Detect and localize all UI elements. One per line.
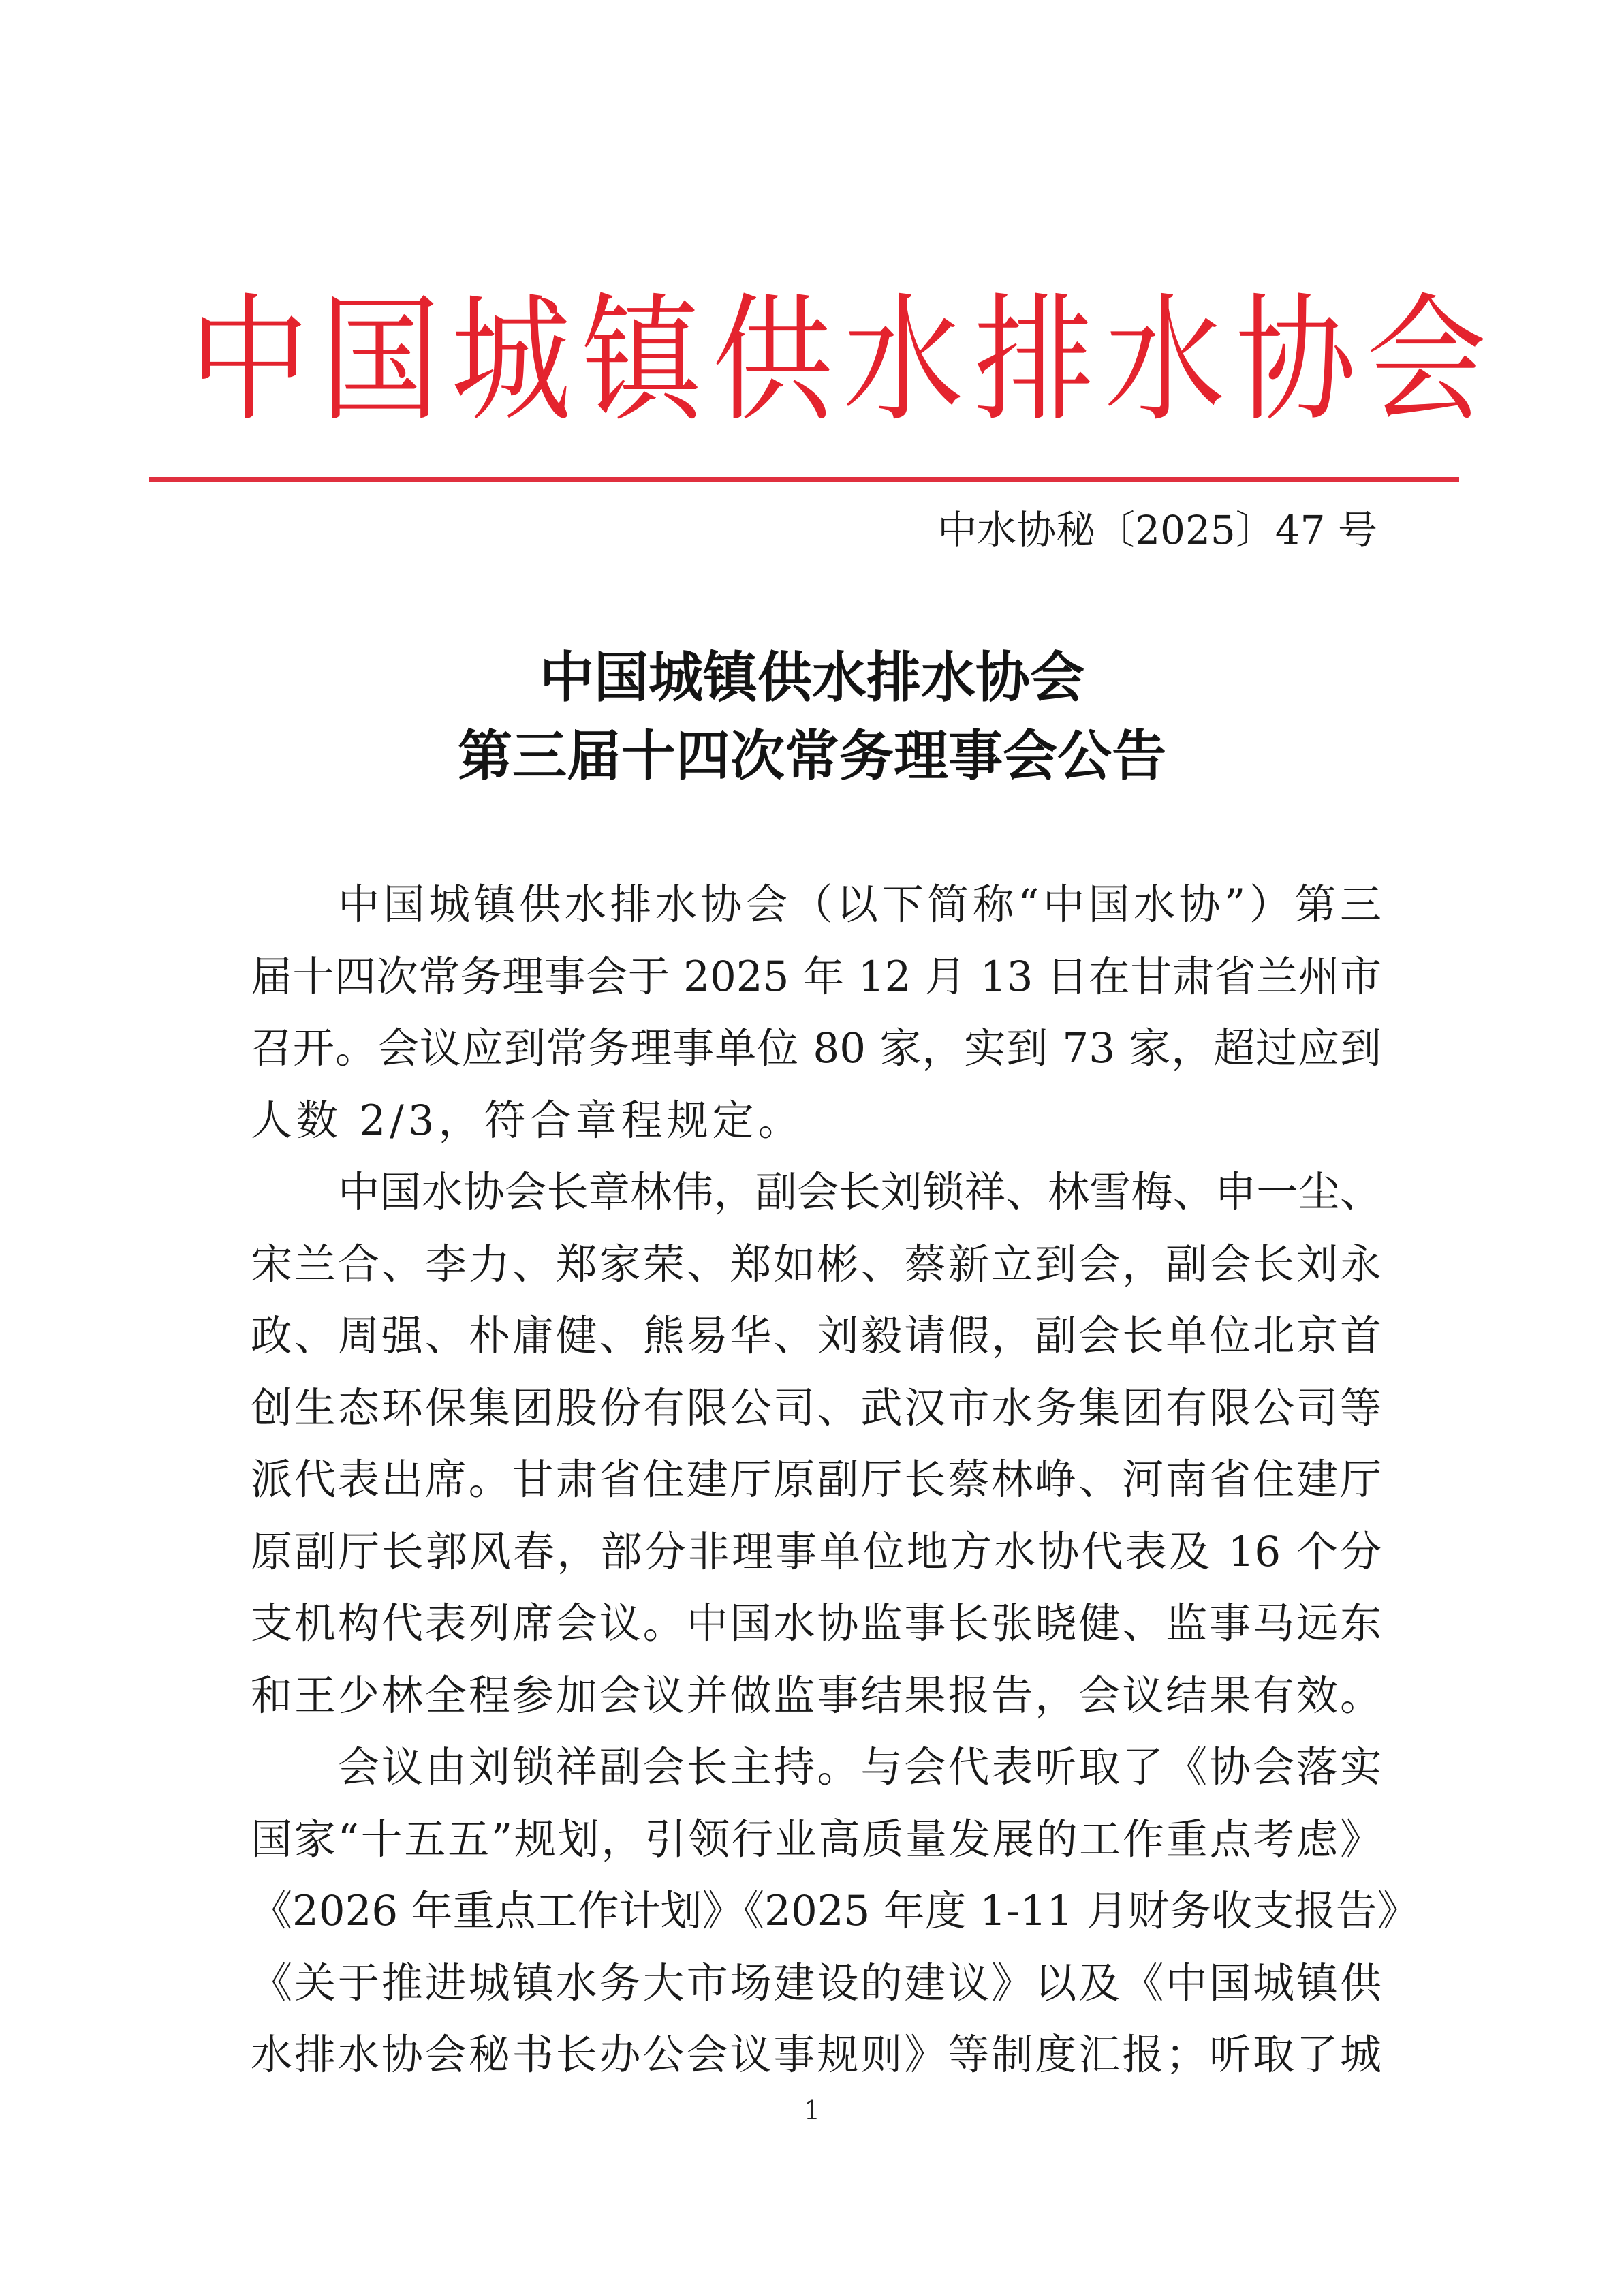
body-line: 政、周强、朴庸健、熊易华、刘毅请假，副会长单位北京首 [251, 1312, 1381, 1360]
body-line: 《关于推进城镇水务大市场建设的建议》以及《中国城镇供 [251, 1958, 1381, 2007]
masthead-char: 协 [1235, 281, 1356, 441]
body-line: 支机构代表列席会议。中国水协监事长张晓健、监事马远东 [251, 1599, 1381, 1648]
masthead-char: 排 [973, 281, 1095, 441]
body-line: 国家“十五五”规划，引领行业高质量发展的工作重点考虑》 [251, 1815, 1381, 1864]
masthead-char: 水 [1104, 281, 1225, 441]
body-paragraph-1 [251, 869, 1381, 1156]
announcement-title-line-1: 中国城镇供水排水协会 [540, 646, 1084, 709]
body-line: 宋兰合、李力、郑家荣、郑如彬、蔡新立到会，副会长刘永 [251, 1239, 1381, 1289]
body-line: 中国城镇供水排水协会（以下简称“中国水协”）第三 [338, 880, 1381, 929]
announcement-title-line-2: 第三届十四次常务理事会公告 [458, 724, 1166, 788]
body-line: 届十四次常务理事会于 2025 年 12 月 13 日在甘肃省兰州市 [251, 952, 1381, 1001]
masthead-char: 水 [843, 281, 964, 441]
masthead-char: 镇 [581, 281, 702, 441]
body-line: 人数 2/3，符合章程规定。 [251, 1096, 804, 1145]
page-number: 1 [803, 2095, 821, 2125]
masthead-char: 城 [450, 281, 572, 441]
body-line: 创生态环保集团股份有限公司、武汉市水务集团有限公司等 [251, 1383, 1381, 1432]
document-number: 中水协秘〔2025〕47 号 [937, 507, 1377, 553]
masthead-char: 中 [189, 281, 310, 441]
body-line: 《2026 年重点工作计划》《2025 年度 1-11 月财务收支报告》 [251, 1887, 1419, 1935]
masthead-char: 会 [1366, 281, 1487, 441]
body-line: 派代表出席。甘肃省住建厅原副厅长蔡林峥、河南省住建厅 [251, 1455, 1381, 1504]
red-divider-rule [149, 477, 1459, 482]
body-line: 中国水协会长章林伟，副会长刘锁祥、林雪梅、申一尘、 [338, 1168, 1381, 1216]
masthead-org-name [184, 279, 1487, 443]
body-paragraph-2 [251, 1156, 1381, 1731]
body-line: 召开。会议应到常务理事单位 80 家，实到 73 家，超过应到 [251, 1024, 1381, 1073]
announcement-body [251, 869, 1419, 2091]
body-line: 水排水协会秘书长办公会议事规则》等制度汇报；听取了城 [251, 2031, 1381, 2079]
body-line: 会议由刘锁祥副会长主持。与会代表听取了《协会落实 [338, 1743, 1381, 1791]
masthead-char: 供 [712, 281, 833, 441]
body-line: 原副厅长郭风春，部分非理事单位地方水协代表及 16 个分 [251, 1527, 1381, 1576]
body-line: 和王少林全程参加会议并做监事结果报告，会议结果有效。 [251, 1671, 1381, 1720]
body-paragraph-3 [251, 1731, 1419, 2091]
masthead-char: 国 [319, 281, 441, 441]
